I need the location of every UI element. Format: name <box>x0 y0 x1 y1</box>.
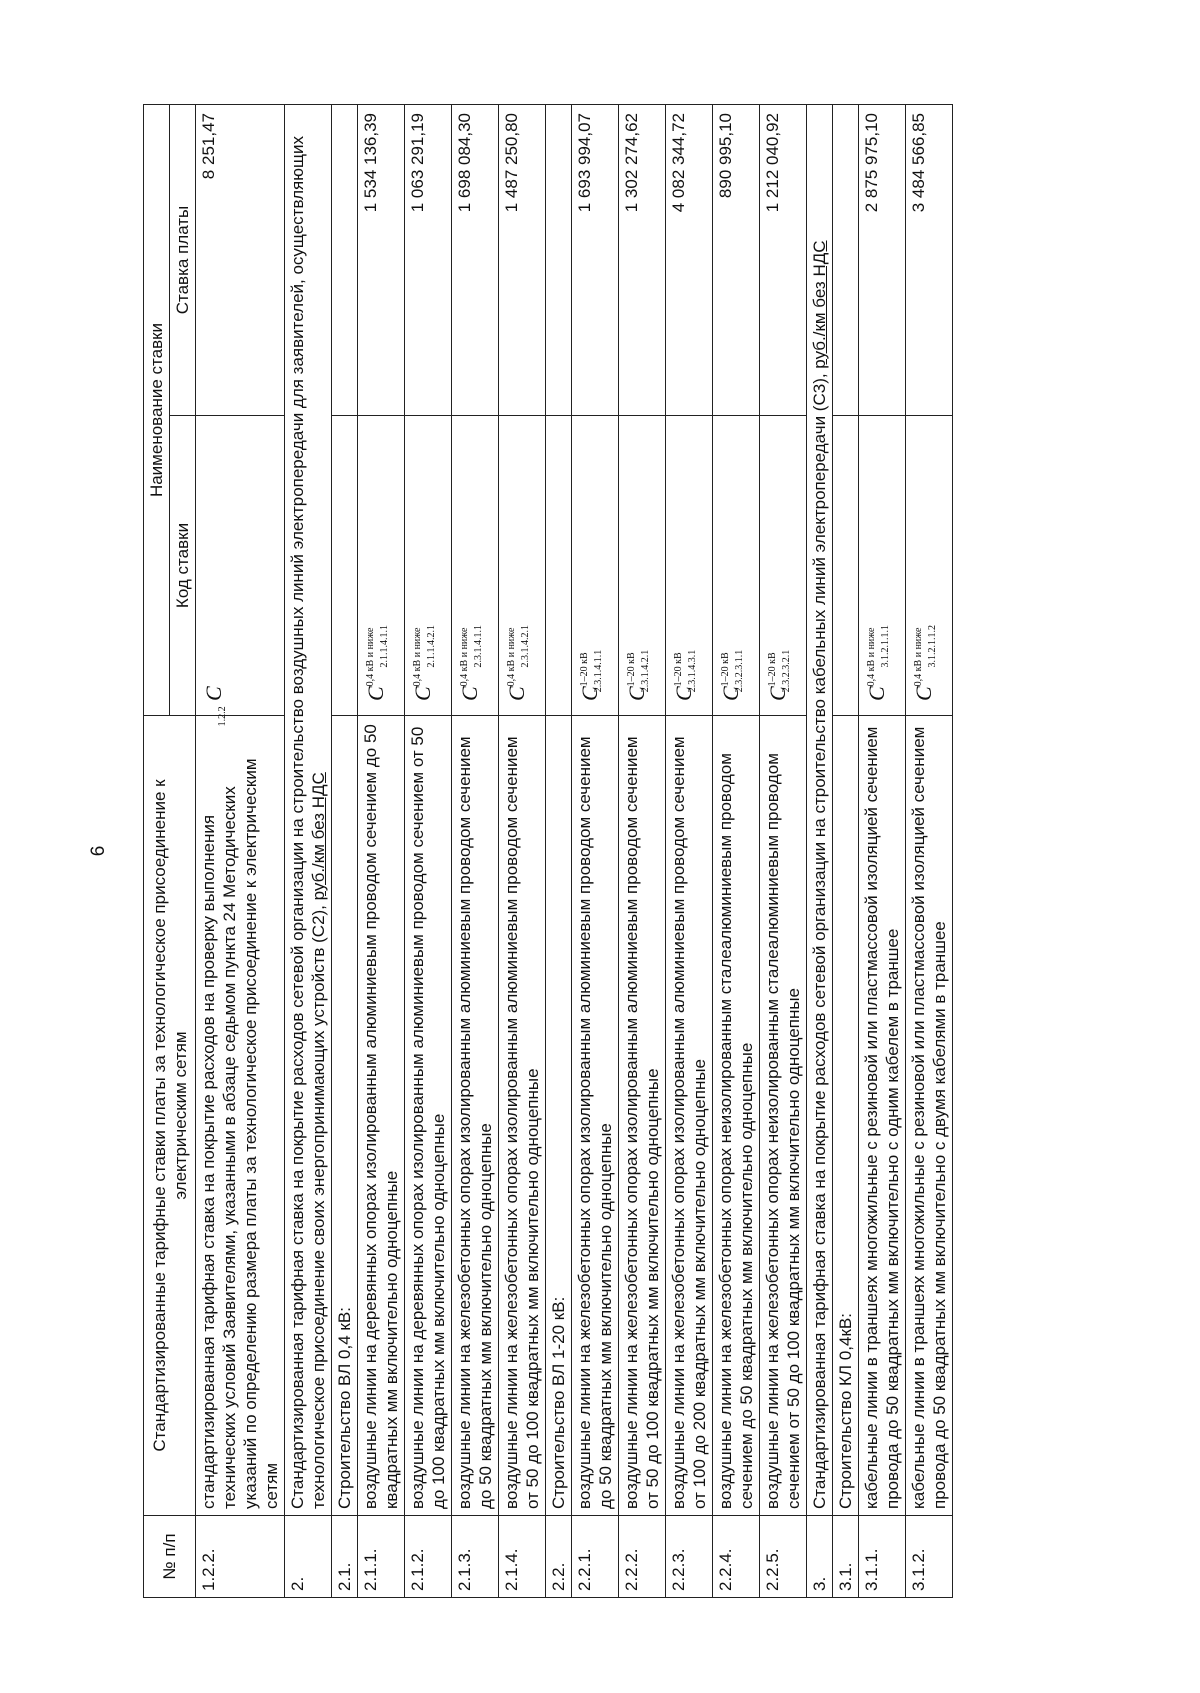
rate-code-voltage: 1–20 кВ <box>673 652 684 687</box>
rate-value: 1 487 250,80 <box>499 105 546 416</box>
table-row <box>358 105 405 1598</box>
table-row <box>906 105 953 1598</box>
empty-cell <box>546 105 572 416</box>
rate-code-index: 3.1.2.1.1.2 <box>927 625 938 668</box>
row-number: 2.1.1. <box>358 1516 405 1598</box>
rate-code <box>906 416 953 716</box>
row-number: 2.1.4. <box>499 1516 546 1598</box>
row-number: 2.2.2. <box>619 1516 666 1598</box>
rate-code <box>666 416 713 716</box>
row-number: 3.1.2. <box>906 1516 953 1598</box>
row-number: 2.1.3. <box>452 1516 499 1598</box>
section-row <box>285 105 332 1598</box>
rate-code-index: 2.1.1.4.2.1 <box>426 625 437 668</box>
rate-value: 1 693 994,07 <box>572 105 619 416</box>
rate-value: 890 995,10 <box>713 105 760 416</box>
subsection-number: 3.1. <box>833 1516 859 1598</box>
rate-code <box>452 416 499 716</box>
empty-cell <box>332 416 358 716</box>
rate-code-symbol: C <box>671 686 696 701</box>
rate-code <box>760 416 807 716</box>
header-code: Код ставки <box>170 416 196 716</box>
rate-code-index: 2.3.2.3.1.1 <box>734 649 745 693</box>
page-number: 6 <box>88 845 109 857</box>
rate-code-symbol: C <box>765 686 790 701</box>
section-row <box>807 105 833 1598</box>
rate-value: 3 484 566,85 <box>906 105 953 416</box>
rate-value: 8 251,47 <box>196 105 285 416</box>
rate-code-index: 2.3.1.4.1.1 <box>593 649 604 693</box>
rate-code-voltage: 1–20 кВ <box>767 652 778 687</box>
row-number: 2.1.2. <box>405 1516 452 1598</box>
rate-code-voltage: 0,4 кВ и ниже <box>459 627 470 687</box>
rate-value: 1 302 274,62 <box>619 105 666 416</box>
rate-code-index: 2.1.1.4.1.1 <box>379 625 390 668</box>
table-row <box>196 105 285 1598</box>
section-number: 3. <box>807 1516 833 1598</box>
section-number: 2. <box>285 1516 332 1598</box>
rate-code-index: 1.2.2 <box>217 706 228 727</box>
rate-code-index: 2.3.1.4.1.1 <box>473 625 484 668</box>
rate-code <box>619 416 666 716</box>
subsection-number: 2.2. <box>546 1516 572 1598</box>
rate-code-voltage: 1–20 кВ <box>626 652 637 687</box>
rate-code <box>196 416 285 727</box>
row-number: 2.2.3. <box>666 1516 713 1598</box>
section-title-units: руб./км без НДС <box>309 772 328 901</box>
row-description: воздушные линии на деревянных опорах изолированным алюминиевым проводом сечением от 50 до 100 квадратных мм включительно одноцепные <box>405 716 452 1516</box>
header-num: № п/п <box>144 1516 196 1598</box>
rotated-table-container <box>143 105 1175 1598</box>
rate-code-symbol: C <box>864 686 889 701</box>
rate-code-voltage: 0,4 кВ и ниже <box>365 627 376 687</box>
rate-code-index: 3.1.2.1.1.1 <box>880 625 891 668</box>
subsection-title: Строительство ВЛ 1-20 кВ: <box>546 716 572 1516</box>
rate-code-voltage: 0,4 кВ и ниже <box>412 627 423 687</box>
rate-value: 2 875 975,10 <box>859 105 906 416</box>
rate-code-symbol: C <box>718 686 743 701</box>
rate-value: 1 534 136,39 <box>358 105 405 416</box>
header-rate-group: Наименование ставки <box>144 105 170 716</box>
row-number: 2.2.5. <box>760 1516 807 1598</box>
table-row <box>572 105 619 1598</box>
tariff-table <box>143 104 953 1598</box>
section-title <box>285 105 332 1516</box>
rate-value: 1 212 040,92 <box>760 105 807 416</box>
rate-code-voltage: 0,4 кВ и ниже <box>506 627 517 687</box>
rate-code <box>499 416 546 716</box>
header-row <box>144 105 170 1598</box>
header-description: Стандартизированные тарифные ставки платы за технологическое присоединение к электрическим сетям <box>144 716 196 1516</box>
table-row <box>405 105 452 1598</box>
row-description: кабельные линии в траншеях многожильные с резиновой или пластмассовой изоляцией сечением провода до 50 квадратных мм включительно с одним кабелем в траншее <box>859 716 906 1516</box>
row-description: воздушные линии на железобетонных опорах изолированным алюминиевым проводом сечением от 50 до 100 квадратных мм включительно одноцепные <box>499 716 546 1516</box>
row-description: воздушные линии на железобетонных опорах неизолированным сталеалюминиевым проводом сечением до 50 квадратных мм включительно одноцепные <box>713 716 760 1516</box>
rate-code-symbol: C <box>457 686 482 701</box>
rate-code-symbol: C <box>577 686 602 701</box>
rate-code-symbol: C <box>504 686 529 701</box>
row-description: воздушные линии на железобетонных опорах неизолированным сталеалюминиевым проводом сечением от 50 до 100 квадратных мм включительно одноцепные <box>760 716 807 1516</box>
table-row <box>452 105 499 1598</box>
rate-code-voltage: 1–20 кВ <box>720 652 731 687</box>
subsection-row <box>546 105 572 1598</box>
rate-code <box>405 416 452 716</box>
subsection-number: 2.1. <box>332 1516 358 1598</box>
table-row <box>619 105 666 1598</box>
row-number: 2.2.4. <box>713 1516 760 1598</box>
rate-code-index: 2.3.2.3.2.1 <box>781 649 792 693</box>
section-title <box>807 105 833 1516</box>
empty-cell <box>332 105 358 416</box>
rate-code <box>572 416 619 716</box>
rate-value: 4 082 344,72 <box>666 105 713 416</box>
rate-code-voltage: 0,4 кВ и ниже <box>913 627 924 687</box>
rate-code-voltage: 0,4 кВ и ниже <box>866 627 877 687</box>
table-row <box>666 105 713 1598</box>
rate-code-voltage: 1–20 кВ <box>579 652 590 687</box>
empty-cell <box>833 416 859 716</box>
row-description: воздушные линии на железобетонных опорах изолированным алюминиевым проводом сечением от 50 до 100 квадратных мм включительно одноцепные <box>619 716 666 1516</box>
table-row <box>760 105 807 1598</box>
rate-code-symbol: C <box>624 686 649 701</box>
subsection-title: Строительство КЛ 0,4кВ: <box>833 716 859 1516</box>
row-description: воздушные линии на деревянных опорах изолированным алюминиевым проводом сечением до 50 квадратных мм включительно одноцепные <box>358 716 405 1516</box>
rate-code <box>859 416 906 716</box>
section-title-units: руб./км без НДС <box>810 240 829 369</box>
rate-code-symbol: C <box>911 686 936 701</box>
row-description: стандартизированная тарифная ставка на покрытие расходов на проверку выполнения технических условий Заявителями, указанными в абзаце седьмом пункта 24 Методических указаний по определению размера платы за технологическое присоединение к электрическим сетям <box>196 716 285 1516</box>
row-number: 2.2.1. <box>572 1516 619 1598</box>
rate-code-symbol: C <box>363 686 388 701</box>
section-title-text: Стандартизированная тарифная ставка на покрытие расходов сетевой организации на строительство кабельных линий электропередачи (С3), <box>810 368 829 1509</box>
rate-code <box>358 416 405 716</box>
table-body <box>196 105 953 1598</box>
empty-cell <box>546 416 572 716</box>
row-number: 1.2.2. <box>196 1516 285 1598</box>
subsection-row <box>833 105 859 1598</box>
rate-code-index: 2.3.1.4.2.1 <box>520 625 531 668</box>
table-row <box>499 105 546 1598</box>
empty-cell <box>833 105 859 416</box>
rate-code-symbol: C <box>410 686 435 701</box>
header-value: Ставка платы <box>170 105 196 416</box>
rate-value: 1 063 291,19 <box>405 105 452 416</box>
row-description: воздушные линии на железобетонных опорах изолированным алюминиевым проводом сечением до 50 квадратных мм включительно одноцепные <box>572 716 619 1516</box>
subsection-title: Строительство ВЛ 0,4 кВ: <box>332 716 358 1516</box>
rate-code <box>713 416 760 716</box>
table-row <box>713 105 760 1598</box>
subsection-row <box>332 105 358 1598</box>
row-description: кабельные линии в траншеях многожильные с резиновой или пластмассовой изоляцией сечением провода до 50 квадратных мм включительно с двумя кабелями в траншее <box>906 716 953 1516</box>
row-number: 3.1.1. <box>859 1516 906 1598</box>
rate-code-index: 2.3.1.4.3.1 <box>687 649 698 693</box>
rate-code-symbol: C <box>201 686 226 701</box>
rate-value: 1 698 084,30 <box>452 105 499 416</box>
table-row <box>859 105 906 1598</box>
row-description: воздушные линии на железобетонных опорах изолированным алюминиевым проводом сечением от 100 до 200 квадратных мм включительно одноцепные <box>666 716 713 1516</box>
row-description: воздушные линии на железобетонных опорах изолированным алюминиевым проводом сечением до 50 квадратных мм включительно одноцепные <box>452 716 499 1516</box>
rate-code-index: 2.3.1.4.2.1 <box>640 649 651 693</box>
section-title-text: Стандартизированная тарифная ставка на покрытие расходов сетевой организации на строительство воздушных линий электропередачи для заявителей, осуществляющих технологическое присоединение своих энергопринимающих устройств (С2), <box>288 136 328 1509</box>
